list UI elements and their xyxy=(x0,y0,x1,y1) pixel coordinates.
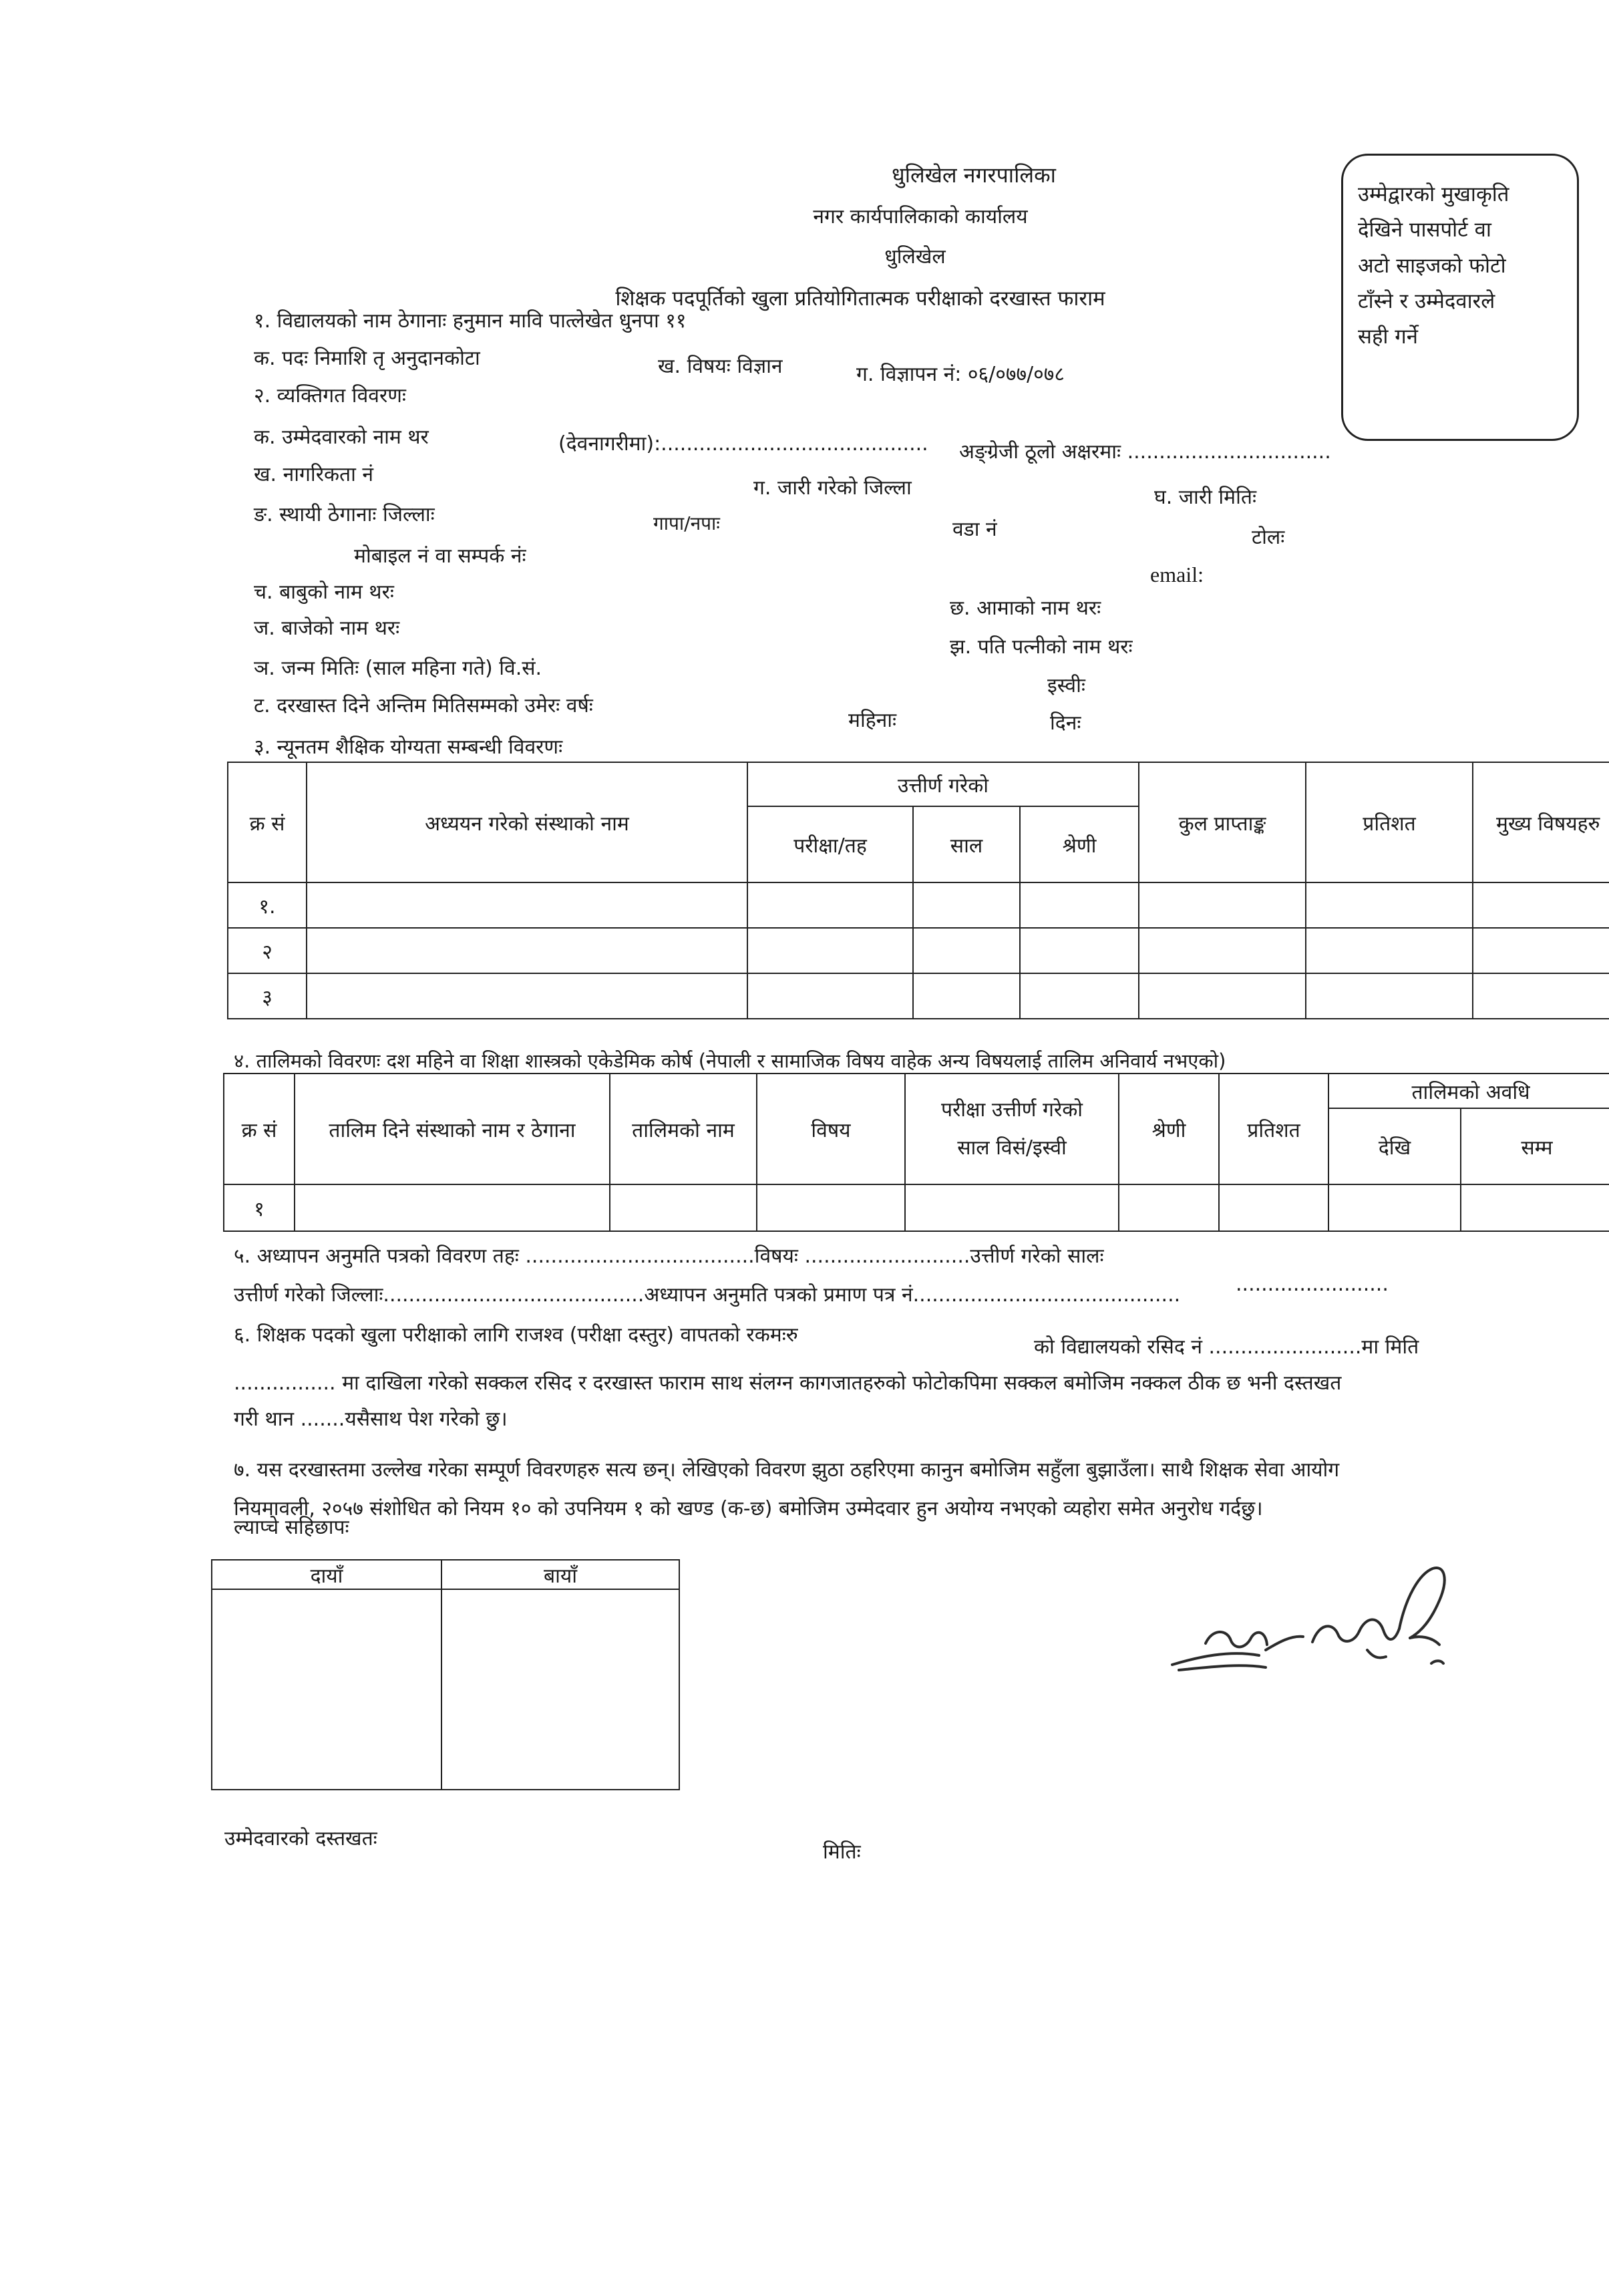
photo-instruction-line: देखिने पासपोर्ट वा xyxy=(1358,218,1491,242)
col-duration-header: तालिमको अवधि xyxy=(1328,1074,1609,1108)
table-cell[interactable] xyxy=(307,928,747,973)
table-cell[interactable] xyxy=(1139,973,1306,1019)
col-main-subjects-header: मुख्य विषयहरु xyxy=(1473,762,1609,882)
personal-heading: २. व्यक्तिगत विवरणः xyxy=(254,384,406,407)
table-cell[interactable] xyxy=(1119,1184,1219,1231)
right-thumbprint-box[interactable] xyxy=(212,1589,441,1790)
subject-field: ख. विषयः विज्ञान xyxy=(658,355,783,378)
signature-stroke xyxy=(1367,1650,1386,1658)
row-number: १ xyxy=(224,1184,295,1231)
col-division-header: श्रेणी xyxy=(1119,1074,1219,1184)
mobile-label: मोबाइल नं वा सम्पर्क नंः xyxy=(354,544,526,568)
col-pass-year-header xyxy=(905,1074,1119,1184)
col-year-header: साल xyxy=(913,806,1020,882)
photo-instruction-line: सही गर्ने xyxy=(1358,325,1418,349)
photo-box xyxy=(1341,154,1579,441)
col-exam-header: परीक्षा/तह xyxy=(747,806,913,882)
left-thumbprint-box[interactable] xyxy=(441,1589,679,1790)
table-cell[interactable] xyxy=(1461,1184,1609,1231)
pass-year-line: परीक्षा उत्तीर्ण गरेको xyxy=(940,1098,1083,1122)
pass-year-line: साल विसं/इस्वी xyxy=(957,1136,1067,1160)
col-division-header: श्रेणी xyxy=(1020,806,1139,882)
issue-date-label: घ. जारी मितिः xyxy=(1154,486,1257,509)
table-cell[interactable] xyxy=(1219,1184,1328,1231)
school-address: १. विद्यालयको नाम ठेगानाः हनुमान मावि पात्लेखेत धुनपा ११ xyxy=(254,309,687,333)
declaration-line: ७. यस दरखास्तमा उल्लेख गरेका सम्पूर्ण विवरणहरु सत्य छन्। लेखिएको विवरण झुठा ठहरिएमा कानुन बमोजिम सहुँला बुझाउँला। साथै शिक्षक सेवा आयोग xyxy=(234,1458,1340,1482)
training-table-wrap xyxy=(223,1073,1609,1273)
table-cell[interactable] xyxy=(1306,882,1473,928)
email-label: email: xyxy=(1150,562,1204,587)
table-cell[interactable] xyxy=(1473,928,1609,973)
table-cell[interactable] xyxy=(1328,1184,1461,1231)
col-total-header: कुल प्राप्ताङ्क xyxy=(1139,762,1306,882)
table-cell[interactable] xyxy=(747,882,913,928)
father-name-label: च. बाबुको नाम थरः xyxy=(254,581,394,604)
permanent-address-label: ङ. स्थायी ठेगानाः जिल्लाः xyxy=(254,503,435,526)
row-number: ३ xyxy=(228,973,307,1019)
education-heading: ३. न्यूनतम शैक्षिक योग्यता सम्बन्धी विवरणः xyxy=(254,735,563,759)
signature-stroke xyxy=(1312,1626,1359,1642)
table-cell[interactable] xyxy=(1306,973,1473,1019)
table-cell[interactable] xyxy=(307,973,747,1019)
name-english-field: अङ्ग्रेजी ठूलो अक्षरमाः ................................ xyxy=(959,440,1331,464)
table-cell[interactable] xyxy=(1020,973,1139,1019)
handwritten-signature xyxy=(1166,1550,1479,1724)
table-cell[interactable] xyxy=(1306,928,1473,973)
right-thumb-header: दायाँ xyxy=(212,1560,441,1589)
declaration-line: नियमावली, २०५७ संशोधित को नियम १० को उपनियम १ को खण्ड (क-छ) बमोजिम उम्मेदवार हुन अयोग्य नभएको व्यहोरा समेत अनुरोध गर्दछु। xyxy=(234,1497,1263,1520)
mother-name-label: छ. आमाको नाम थरः xyxy=(950,597,1101,620)
table-cell[interactable] xyxy=(295,1184,610,1231)
signature-stroke xyxy=(1431,1661,1443,1663)
col-from-header: देखि xyxy=(1328,1108,1461,1184)
table-row xyxy=(228,973,1609,1019)
license-district-line: उत्तीर्ण गरेको जिल्लाः.........................................अध्यापन अनुमति पत्रको प्रमाण पत्र नं.......................................... xyxy=(234,1283,1181,1307)
name-devanagari-field: (देवनागरीमा):.......................................... xyxy=(558,432,928,456)
education-table xyxy=(227,762,1609,1019)
post-field: क. पदः निमाशि तृ अनुदानकोटा xyxy=(254,347,480,370)
signature-stroke xyxy=(1410,1637,1439,1645)
candidate-name-label: क. उम्मेदवारको नाम थर xyxy=(254,426,429,449)
license-details-line: ५. अध्यापन अनुमति पत्रको विवरण तहः ....................................विषयः ..........................उत्तीर्ण गरेको सालः xyxy=(234,1245,1104,1268)
signature-stroke xyxy=(1399,1568,1445,1638)
col-institution-header: अध्ययन गरेको संस्थाको नाम xyxy=(307,762,747,882)
table-row xyxy=(224,1184,1609,1231)
left-thumb-header: बायाँ xyxy=(441,1560,679,1589)
table-cell[interactable] xyxy=(1473,973,1609,1019)
table-row xyxy=(228,928,1609,973)
col-training-institution-header: तालिम दिने संस्थाको नाम र ठेगाना xyxy=(295,1074,610,1184)
municipality-label: गापा/नपाः xyxy=(653,512,720,534)
table-cell[interactable] xyxy=(1020,928,1139,973)
col-percent-header: प्रतिशत xyxy=(1219,1074,1328,1184)
table-cell[interactable] xyxy=(913,928,1020,973)
thumbprint-heading: ल्याप्चे सहिछापः xyxy=(234,1516,349,1539)
candidate-signature-label: उम्मेदवारको दस्तखतः xyxy=(224,1827,377,1850)
notice-number: ग. विज्ञापन नं: ०६/०७७/०७८ xyxy=(856,363,1065,386)
age-days-label: दिनः xyxy=(1050,711,1081,735)
table-cell[interactable] xyxy=(1473,882,1609,928)
photo-instruction-line: टाँस्ने र उम्मेदवारले xyxy=(1358,289,1495,313)
training-heading: ४. तालिमको विवरणः दश महिने वा शिक्षा शास्त्रको एकेडेमिक कोर्ष (नेपाली र सामाजिक विषय वाहेक अन्य विषयलाई तालिम अनिवार्य नभएको) xyxy=(234,1049,1226,1072)
col-to-header: सम्म xyxy=(1461,1108,1609,1184)
age-months-label: महिनाः xyxy=(848,709,897,732)
photo-instruction-line: उम्मेद्वारको मुखाकृति xyxy=(1358,182,1509,206)
table-cell[interactable] xyxy=(1139,882,1306,928)
spouse-name-label: झ. पति पत्नीको नाम थरः xyxy=(950,635,1133,659)
office-name: नगर कार्यपालिकाको कार्यालय xyxy=(813,205,1028,228)
table-cell[interactable] xyxy=(913,973,1020,1019)
copies-line: गरी थान .......यसैसाथ पेश गरेको छु। xyxy=(234,1408,508,1431)
col-sn-header: क्र सं xyxy=(228,762,307,882)
table-cell[interactable] xyxy=(747,973,913,1019)
grandfather-name-label: ज. बाजेको नाम थरः xyxy=(254,617,400,640)
signature-stroke xyxy=(1206,1632,1267,1647)
table-cell[interactable] xyxy=(747,928,913,973)
table-cell[interactable] xyxy=(1020,882,1139,928)
municipality-name: धुलिखेल नगरपालिका xyxy=(892,162,1056,188)
training-table xyxy=(223,1073,1609,1232)
education-table-wrap xyxy=(227,762,1609,1042)
thumbprint-table xyxy=(211,1559,680,1790)
photo-instruction-line: अटो साइजको फोटो xyxy=(1358,253,1506,278)
col-sn-header: क्र सं xyxy=(224,1074,295,1184)
fee-line: ६. शिक्षक पदको खुला परीक्षाको लागि राजश्व (परीक्षा दस्तुर) वापतको रकमःरु xyxy=(234,1323,798,1347)
age-label: ट. दरखास्त दिने अन्तिम मितिसम्मको उमेरः वर्षः xyxy=(254,694,593,717)
signature-stroke xyxy=(1172,1653,1259,1665)
col-training-name-header: तालिमको नाम xyxy=(610,1074,757,1184)
table-cell[interactable] xyxy=(757,1184,905,1231)
date-label: मितिः xyxy=(823,1840,861,1864)
place-name: धुलिखेल xyxy=(884,245,946,269)
dob-label: ञ. जन्म मितिः (साल महिना गते) वि.सं. xyxy=(254,657,542,680)
citizenship-label: ख. नागरिकता नं xyxy=(254,463,374,486)
col-subject-header: विषय xyxy=(757,1074,905,1184)
license-year-dots: ........................ xyxy=(1236,1273,1389,1296)
receipt-line: को विद्यालयको रसिद नं ........................मा मिति xyxy=(1034,1335,1419,1359)
table-cell[interactable] xyxy=(1139,928,1306,973)
issue-district-label: ग. जारी गरेको जिल्ला xyxy=(753,476,912,500)
col-passed-header: उत्तीर्ण गरेको xyxy=(747,762,1139,806)
table-cell[interactable] xyxy=(307,882,747,928)
table-cell[interactable] xyxy=(905,1184,1119,1231)
dob-ad-label: इस्वीः xyxy=(1047,674,1085,697)
signature-stroke xyxy=(1266,1637,1303,1650)
deposit-line: ................ मा दाखिला गरेको सक्कल रसिद र दरखास्त फाराम साथ संलग्न कागजातहरुको फोटोकपिमा सक्कल बमोजिम नक्कल ठीक छ भनी दस्तखत xyxy=(234,1371,1342,1395)
table-cell[interactable] xyxy=(610,1184,757,1231)
row-number: १. xyxy=(228,882,307,928)
table-cell[interactable] xyxy=(913,882,1020,928)
row-number: २ xyxy=(228,928,307,973)
ward-label: वडा नं xyxy=(952,518,997,541)
signature-stroke xyxy=(1359,1619,1399,1639)
table-row xyxy=(228,882,1609,928)
form-title: शिक्षक पदपूर्तिको खुला प्रतियोगितात्मक परीक्षाको दरखास्त फाराम xyxy=(615,287,1105,311)
signature-stroke xyxy=(1179,1665,1266,1670)
tole-label: टोलः xyxy=(1252,526,1285,549)
col-percent-header: प्रतिशत xyxy=(1306,762,1473,882)
